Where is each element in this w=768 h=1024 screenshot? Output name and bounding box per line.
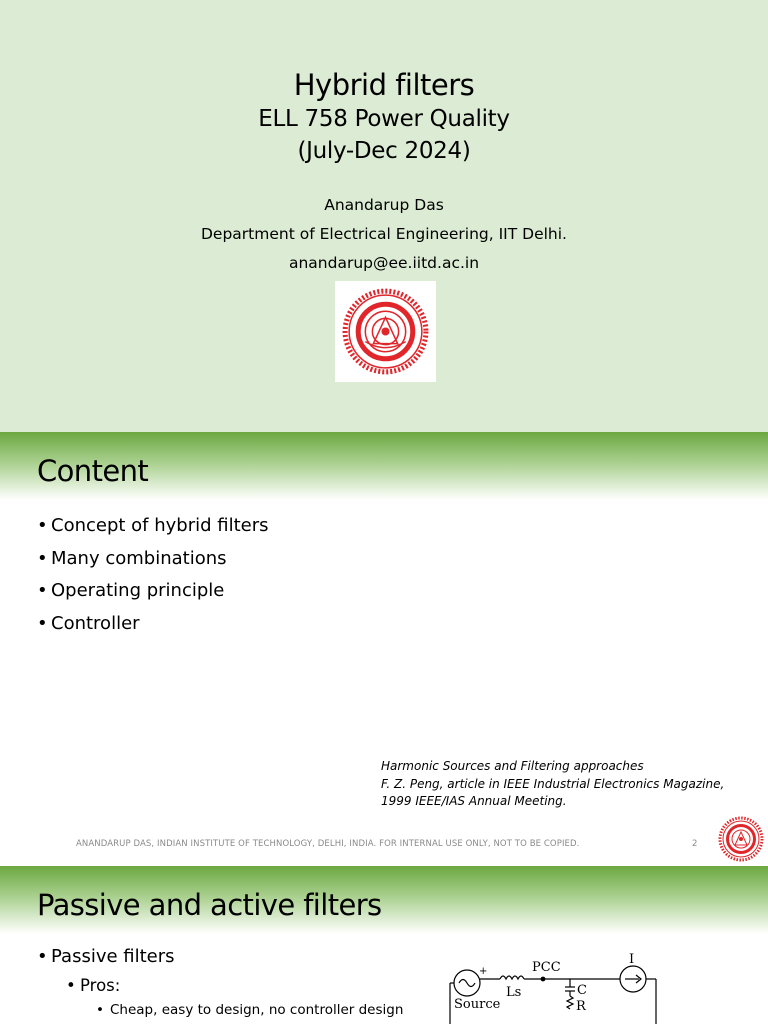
- slide-title: Content: [37, 454, 149, 488]
- sub-sub-bullet: • Cheap, easy to design, no controller design: [96, 1002, 403, 1018]
- footer-text: ANANDARUP DAS, INDIAN INSTITUTE OF TECHNOLOGY, DELHI, INDIA. FOR INTERNAL USE ONLY, NOT TO BE COPIED.: [76, 839, 580, 849]
- pcc-node: [541, 977, 546, 982]
- reference-line: Harmonic Sources and Filtering approaches: [381, 759, 644, 773]
- course-term: (July-Dec 2024): [297, 138, 471, 164]
- pcc-label: PCC: [532, 960, 561, 975]
- presentation-title: Hybrid filters: [293, 68, 475, 102]
- passive-active-slide: [0, 866, 768, 1024]
- page-number: 2: [692, 839, 698, 849]
- inductor-symbol: [500, 976, 524, 979]
- reference-line: F. Z. Peng, article in IEEE Industrial Electronics Magazine,: [381, 776, 725, 791]
- list-item: • Controller: [37, 608, 269, 641]
- course-name: ELL 758 Power Quality: [258, 106, 510, 132]
- bullet-passive-filters: • Passive filters: [37, 946, 175, 967]
- i-label: I: [629, 952, 635, 967]
- r-label: R: [576, 999, 586, 1014]
- sub-bullet-pros: • Pros:: [66, 976, 120, 995]
- ls-label: Ls: [506, 985, 522, 1000]
- list-item: • Concept of hybrid filters: [37, 510, 269, 543]
- iit-delhi-logo: [335, 281, 436, 382]
- circuit-diagram: [440, 952, 670, 1024]
- iit-delhi-logo: [716, 814, 766, 864]
- list-item: • Operating principle: [37, 575, 269, 608]
- reference-line: 1999 IEEE/IAS Annual Meeting.: [381, 794, 567, 808]
- source-label: Source: [454, 997, 501, 1012]
- content-slide: [0, 432, 768, 866]
- bullet-list: [37, 510, 269, 640]
- author-email: anandarup@ee.iitd.ac.in: [288, 254, 480, 272]
- list-item: • Many combinations: [37, 543, 269, 576]
- resistor-symbol: [567, 996, 573, 1009]
- c-label: C: [577, 983, 587, 998]
- slide-title: Passive and active filters: [37, 888, 382, 922]
- reference-note: [381, 758, 724, 811]
- author-department: Department of Electrical Engineering, IIT Delhi.: [201, 225, 567, 243]
- title-slide: [0, 0, 768, 432]
- author-name: Anandarup Das: [324, 196, 444, 214]
- plus-label: +: [479, 966, 488, 977]
